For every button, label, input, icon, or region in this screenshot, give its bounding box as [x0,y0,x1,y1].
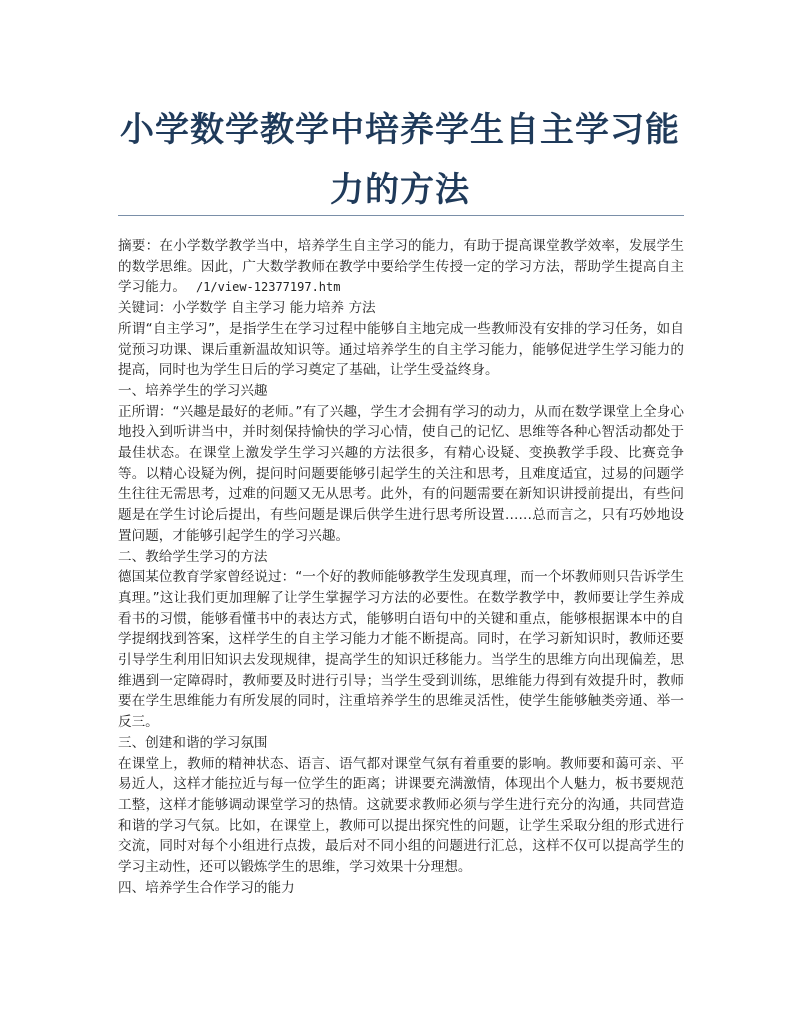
abstract-paragraph [118,236,684,298]
section-paragraph: 德国某位教育学家曾经说过：“一个好的教师能够教学生发现真理，而一个坏教师则只告诉学生真理。”这让我们更加理解了让学生掌握学习方法的必要性。在数学教学中，教师要让学生养成看书的习惯，能够看懂书中的表达方式，能够明白语句中的关键和重点，能够根据课本中的自学提纲找到答案，这样学生的自主学习能力才能不断提高。同时，在学习新知识时，教师还要引导学生利用旧知识去发现规律，提高学生的知识迁移能力。当学生的思维方向出现偏差，思维遇到一定障碍时，教师要及时进行引导；当学生受到训练，思维能力得到有效提升时，教师要在学生思维能力有所发展的同时，注重培养学生的思维灵活性，使学生能够触类旁通、举一反三。 [118,569,684,731]
abstract-text: 摘要：在小学数学教学当中，培养学生自主学习的能力，有助于提高课堂教学效率，发展学生的数学思维。因此，广大数学教师在教学中要给学生传授一定的学习方法，帮助学生提高自主学习能力。 [118,238,684,296]
title-divider [118,215,684,216]
source-url[interactable]: /1/view-12377197.htm [195,280,341,295]
page-title: 小学数学教学中培养学生自主学习能力的方法 [120,110,680,210]
intro-paragraph: 所谓“自主学习”，是指学生在学习过程中能够自主地完成一些教师没有安排的学习任务，如自觉预习功课、课后重新温故知识等。通过培养学生的自主学习能力，能够促进学生学习能力的提高，同时也为学生日后的学习奠定了基础，让学生受益终身。 [118,320,684,379]
document-body [118,236,684,899]
keywords-line: 关键词：小学数学 自主学习 能力培养 方法 [118,300,376,317]
section-heading: 一、培养学生的学习兴趣 [118,382,268,399]
section-paragraph: 正所谓：“兴趣是最好的老师。”有了兴趣，学生才会拥有学习的动力，从而在数学课堂上全身心地投入到听讲当中，并时刻保持愉快的学习心情，使自己的记忆、思维等各种心智活动都处于最佳状态。在课堂上激发学生学习兴趣的方法很多，有精心设疑、变换教学手段、比赛竞争等。以精心设疑为例，提问时问题要能够引起学生的关注和思考，且难度适宜，过易的问题学生往往无需思考，过难的问题又无从思考。此外，有的问题需要在新知识讲授前提出，有些问题是在学生讨论后提出，有些问题是课后供学生进行思考所设置……总而言之，只有巧妙地设置问题，才能够引起学生的学习兴趣。 [118,403,684,544]
section-heading: 三、创建和谐的学习氛围 [118,734,268,751]
section-paragraph: 在课堂上，教师的精神状态、语言、语气都对课堂气氛有着重要的影响。教师要和蔼可亲、平易近人，这样才能拉近与每一位学生的距离；讲课要充满激情，体现出个人魅力，板书要规范工整，这样才能够调动课堂学习的热情。这就要求教师必须与学生进行充分的沟通，共同营造和谐的学习气氛。比如，在课堂上，教师可以提出探究性的问题，让学生采取分组的形式进行交流，同时对每个小组进行点拨，最后对不同小组的问题进行汇总，这样不仅可以提高学生的学习主动性，还可以锻炼学生的思维，学习效果十分理想。 [118,755,684,876]
section-heading: 二、教给学生学习的方法 [118,548,268,565]
section-heading: 四、培养学生合作学习的能力 [118,879,295,896]
